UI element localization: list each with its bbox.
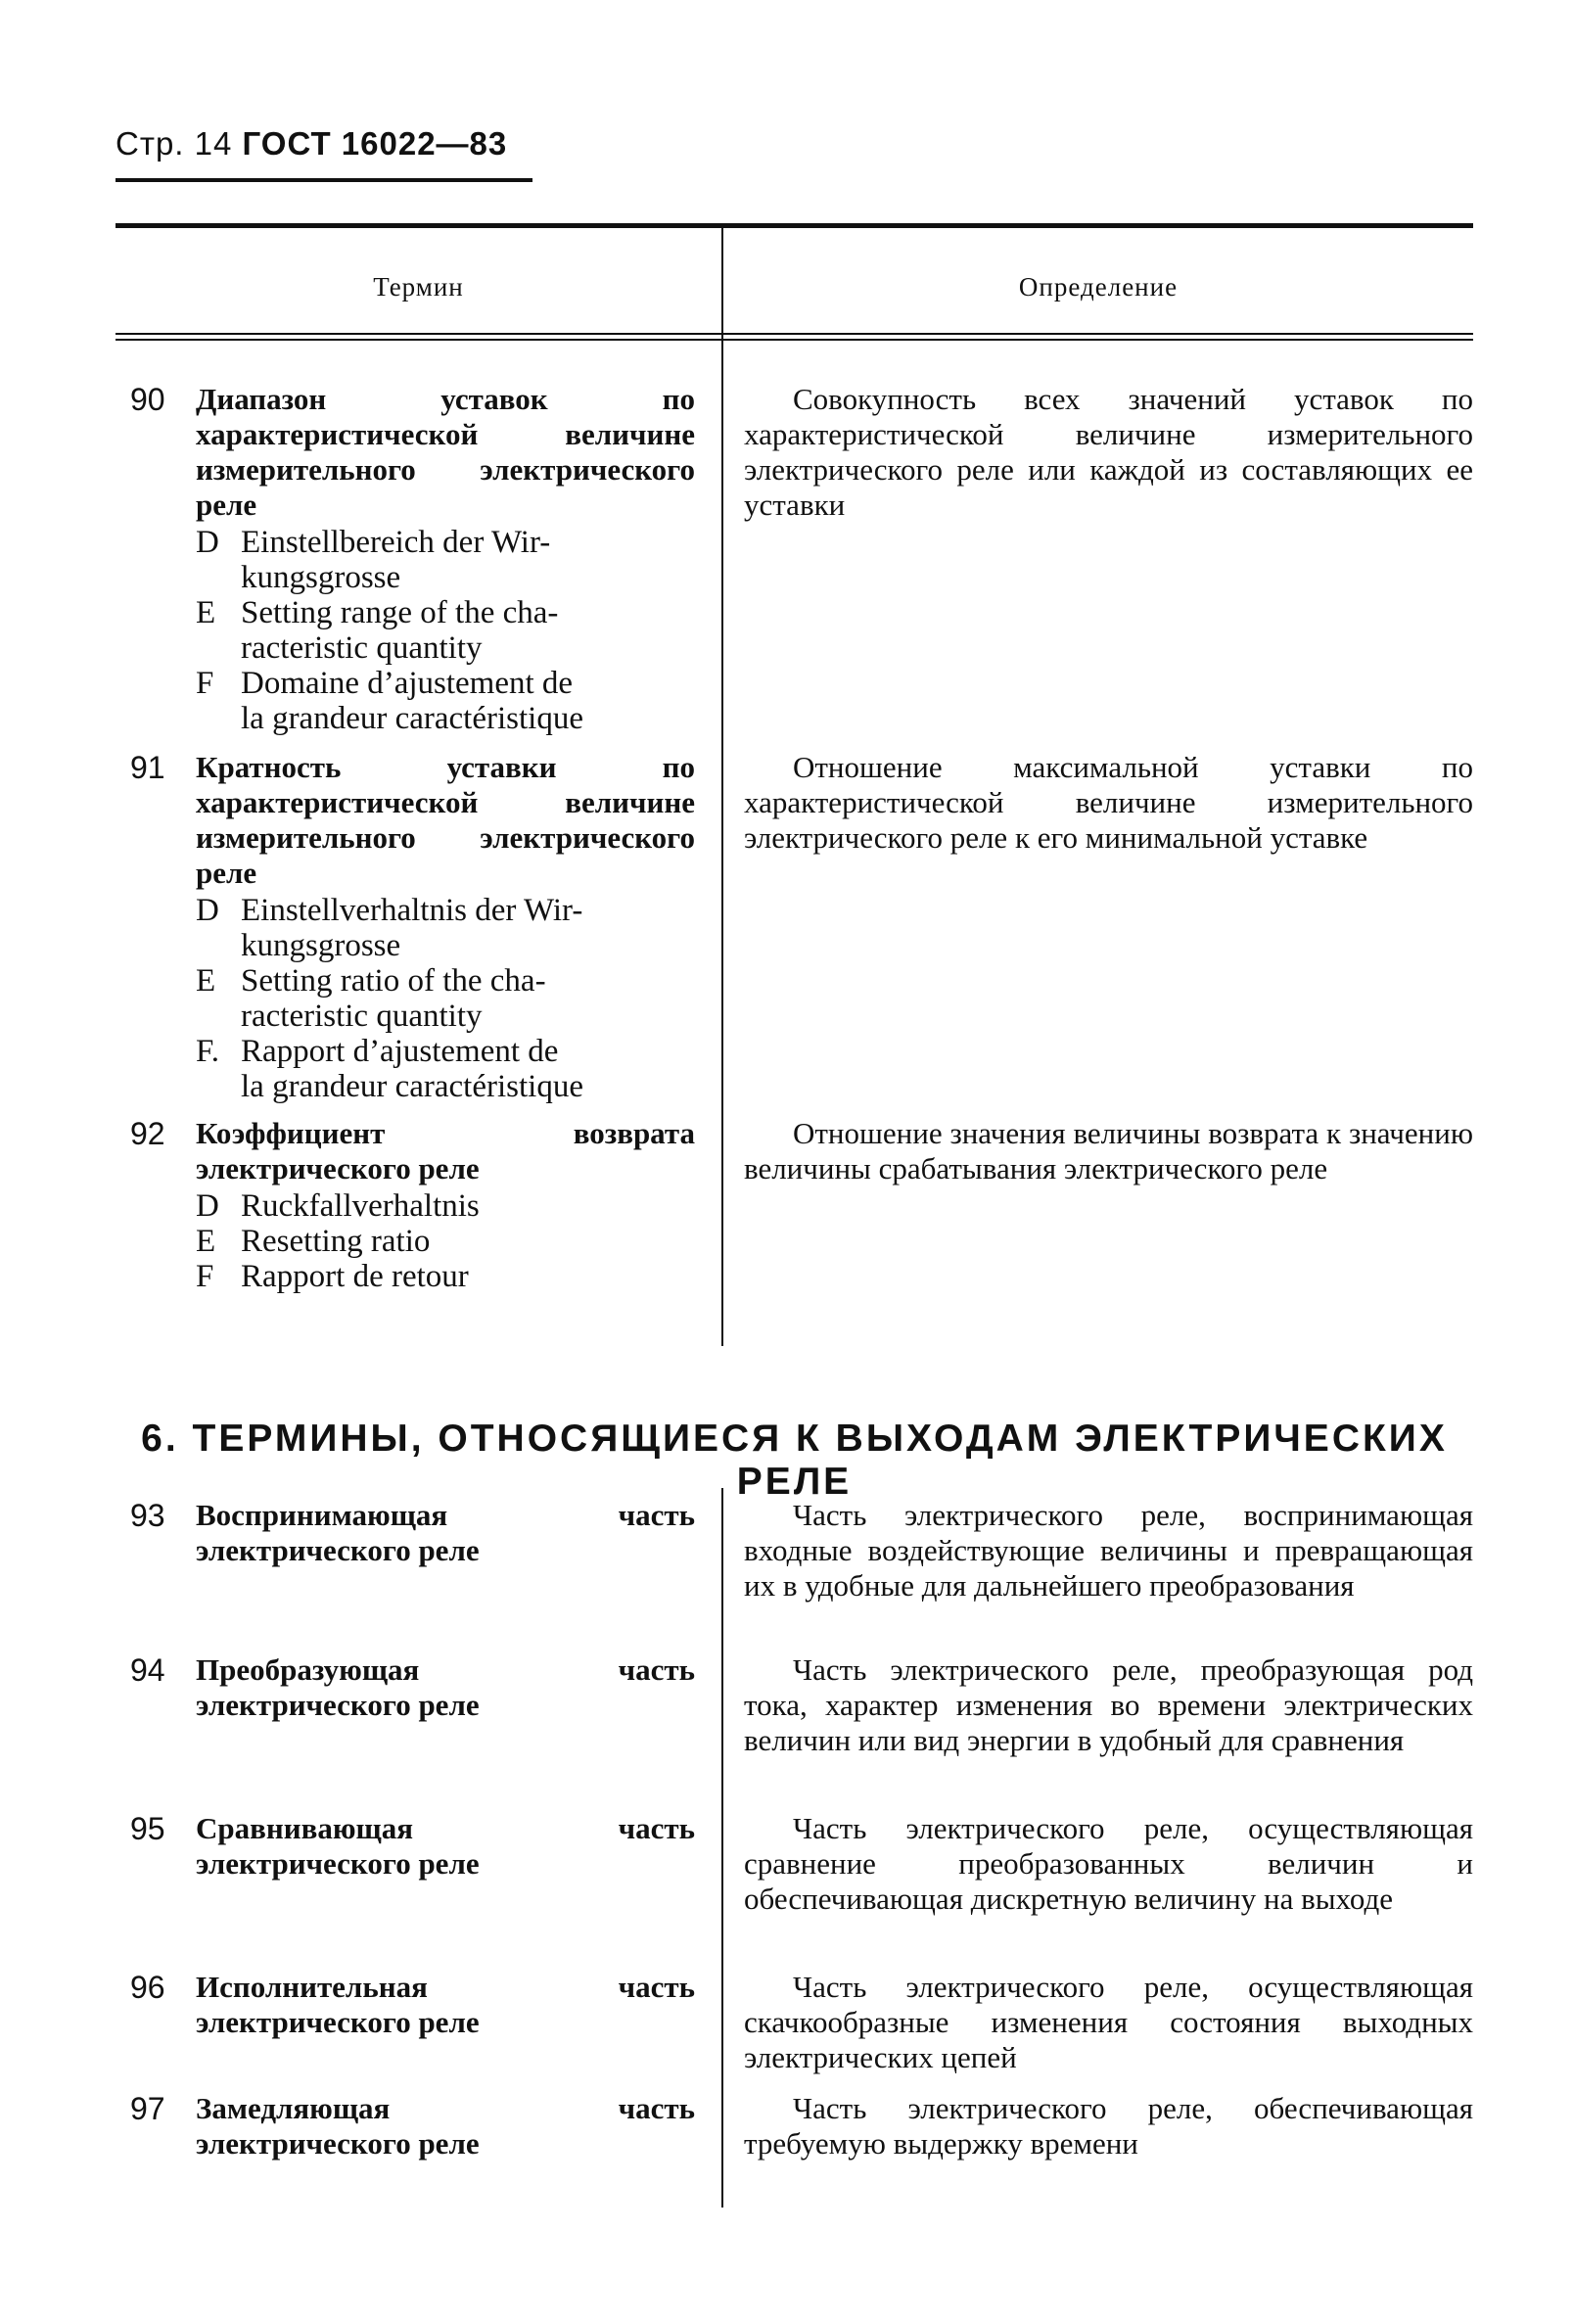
term-title: Исполнительная часть электрического реле bbox=[196, 1970, 695, 2039]
term-definition: Совокупность всех значений уставок по характеристической величине измерительного электрического реле или каждой из составляющих ее уставки bbox=[744, 382, 1473, 522]
table-column-divider bbox=[721, 228, 723, 1346]
term-translation-de: D Einstellverhaltnis der Wir- kungsgrosse bbox=[196, 893, 583, 963]
term-title: Коэффициент возврата электрического реле bbox=[196, 1116, 695, 1185]
header-underline bbox=[116, 178, 532, 182]
term-title: Кратность уставки по характеристической величине измерительного электрического реле bbox=[196, 750, 695, 890]
term-definition: Часть электрического реле, воспринимающая входные воздействующие величины и превращающая их в удобные для дальнейшего преобразования bbox=[744, 1498, 1473, 1603]
term-translation-en: E Setting ratio of the cha- racteristic quantity bbox=[196, 963, 546, 1034]
standard-number: ГОСТ 16022—83 bbox=[242, 125, 508, 162]
term-translation-fr: F. Rapport d’ajustement de la grandeur caractéristique bbox=[196, 1034, 583, 1104]
term-number: 93 bbox=[130, 1498, 165, 1533]
term-number: 92 bbox=[130, 1116, 165, 1151]
term-title: Диапазон уставок по характеристической величине измерительного электрического реле bbox=[196, 382, 695, 522]
section-column-divider bbox=[721, 1488, 723, 2208]
term-definition: Часть электрического реле, осуществляющая скачкообразные изменения состояния выходных электрических цепей bbox=[744, 1970, 1473, 2074]
term-definition: Отношение максимальной уставки по характеристической величине измерительного электрического реле к его минимальной уставке bbox=[744, 750, 1473, 855]
term-number: 96 bbox=[130, 1970, 165, 2005]
term-title: Воспринимающая часть электрического реле bbox=[196, 1498, 695, 1567]
term-number: 95 bbox=[130, 1811, 165, 1846]
term-translation-fr: F Rapport de retour bbox=[196, 1259, 469, 1294]
term-number: 90 bbox=[130, 382, 165, 417]
header-bottom-rule bbox=[116, 333, 1473, 335]
header-bottom-rule-2 bbox=[116, 339, 1473, 341]
term-number: 91 bbox=[130, 750, 165, 785]
term-translation-en: E Resetting ratio bbox=[196, 1224, 431, 1259]
term-number: 94 bbox=[130, 1652, 165, 1688]
term-translation-en: E Setting range of the cha- racteristic quantity bbox=[196, 595, 559, 666]
term-definition: Часть электрического реле, преобразующая род тока, характер изменения во времени электрических величин или вид энергии в удобный для сравнения bbox=[744, 1652, 1473, 1757]
section-heading: 6. ТЕРМИНЫ, ОТНОСЯЩИЕСЯ К ВЫХОДАМ ЭЛЕКТРИЧЕСКИХ РЕЛЕ bbox=[141, 1418, 1448, 1503]
term-title: Преобразующая часть электрического реле bbox=[196, 1652, 695, 1722]
term-definition: Отношение значения величины возврата к значению величины срабатывания электрического реле bbox=[744, 1116, 1473, 1185]
term-translation-fr: F Domaine d’ajustement de la grandeur caractéristique bbox=[196, 666, 583, 736]
term-translation-de: D Einstellbereich der Wir- kungsgrosse bbox=[196, 525, 551, 595]
term-definition: Часть электрического реле, осуществляющая сравнение преобразованных величин и обеспечивающая дискретную величину на выходе bbox=[744, 1811, 1473, 1916]
term-title: Сравнивающая часть электрического реле bbox=[196, 1811, 695, 1881]
term-title: Замедляющая часть электрического реле bbox=[196, 2091, 695, 2161]
column-header-term: Термин bbox=[373, 272, 464, 302]
page-header bbox=[116, 125, 507, 163]
column-header-definition: Определение bbox=[1018, 272, 1179, 302]
page-number: Стр. 14 bbox=[116, 125, 233, 162]
term-definition: Часть электрического реле, обеспечивающая требуемую выдержку времени bbox=[744, 2091, 1473, 2161]
term-translation-de: D Ruckfallverhaltnis bbox=[196, 1188, 480, 1224]
table-top-rule bbox=[116, 223, 1473, 228]
term-number: 97 bbox=[130, 2091, 165, 2126]
